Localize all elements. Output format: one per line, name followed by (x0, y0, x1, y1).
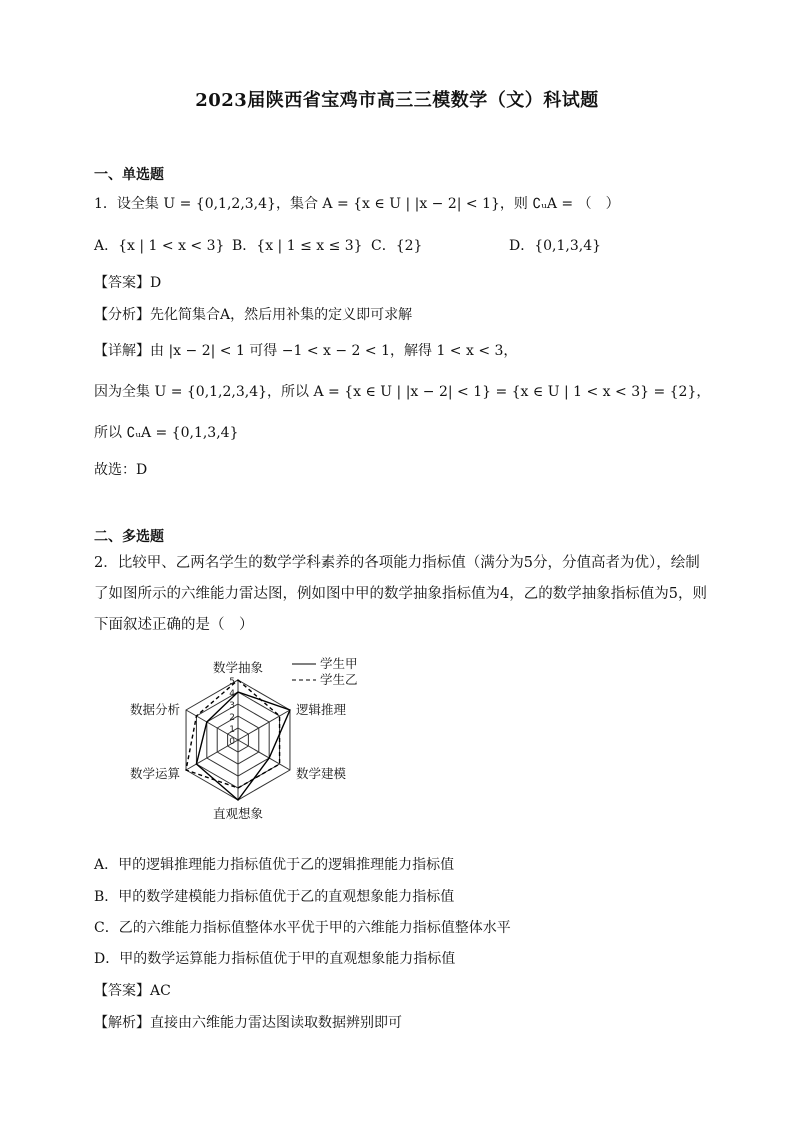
document-title: 2023届陕西省宝鸡市高三三模数学（文）科试题 (195, 90, 599, 111)
question-1-stem: 1．设全集 U = {0,1,2,3,4}，集合 A = {x ∈ U | |x − 2| < 1}，则 ∁ᵤA = （ ） (94, 196, 620, 212)
detail-text: 由 |x − 2| < 1 可得 −1 < x − 2 < 1，解得 1 < x < 3， (150, 343, 518, 359)
radar-spoke-1 (238, 710, 290, 740)
legend-label: 学生甲 (320, 656, 358, 671)
radar-scale-label: 2 (229, 713, 235, 723)
q1-option-c: C．{2} (371, 238, 423, 254)
radar-scale-label: 5 (229, 677, 235, 687)
radar-scale-label: 0 (229, 737, 235, 747)
analysis-tag: 【解析】 (94, 1015, 150, 1031)
radar-axis-label: 数学运算 (130, 766, 181, 781)
section-heading-single-choice: 一、单选题 (94, 167, 164, 183)
radar-axis-label: 逻辑推理 (295, 702, 346, 717)
q1-option-b: B．{x | 1 ≤ x ≤ 3} (232, 238, 363, 254)
radar-scale-label: 4 (229, 689, 235, 699)
analysis-text: 先化简集合A，然后用补集的定义即可求解 (150, 307, 413, 323)
question-2-stem: 2．比较甲、乙两名学生的数学学科素养的各项能力指标值（满分为5分，分值高者为优），绘制了如图所示的六维能力雷达图，例如图中甲的数学抽象指标值为4，乙的数学抽象指标值为5，则下面叙述正确的是（ ） (94, 555, 707, 633)
answer-value: AC (150, 983, 171, 999)
analysis-text: 直接由六维能力雷达图读取数据辨别即可 (150, 1015, 402, 1031)
radar-chart (110, 652, 390, 827)
q2-answer (94, 980, 171, 1000)
q2-option-a: A．甲的逻辑推理能力指标值优于乙的逻辑推理能力指标值 (94, 857, 455, 873)
radar-scale-label: 3 (229, 701, 235, 711)
q1-detail-line3: 所以 ∁ᵤA = {0,1,3,4} (94, 425, 239, 441)
q2-option-b: B．甲的数学建模能力指标值优于乙的直观想象能力指标值 (94, 889, 455, 905)
q1-option-a: A．{x | 1 < x < 3} (94, 238, 225, 254)
q1-option-d: D．{0,1,3,4} (509, 238, 602, 254)
radar-scale-label: 1 (229, 725, 235, 735)
answer-tag: 【答案】 (94, 983, 150, 999)
answer-value: D (150, 275, 162, 291)
analysis-tag: 【分析】 (94, 307, 150, 323)
q2-analysis (94, 1012, 402, 1032)
radar-axis-label: 数据分析 (130, 702, 181, 717)
answer-tag: 【答案】 (94, 275, 150, 291)
q1-detail-line1 (94, 340, 517, 360)
q1-answer (94, 272, 161, 292)
q1-analysis (94, 304, 412, 324)
detail-tag: 【详解】 (94, 343, 150, 359)
q2-option-c: C．乙的六维能力指标值整体水平优于甲的六维能力指标值整体水平 (94, 920, 511, 936)
q1-choice: 故选：D (94, 462, 148, 478)
radar-axis-label: 数学抽象 (212, 660, 264, 675)
q2-option-d: D．甲的数学运算能力指标值优于甲的直观想象能力指标值 (94, 951, 456, 967)
q1-detail-line2: 因为全集 U = {0,1,2,3,4}，所以 A = {x ∈ U | |x − 2| < 1} = {x ∈ U | 1 < x < 3} = {2}， (94, 384, 711, 400)
radar-axis-label: 直观想象 (212, 806, 264, 821)
section-heading-multi-choice: 二、多选题 (94, 529, 164, 545)
legend-label: 学生乙 (320, 672, 358, 687)
radar-axis-label: 数学建模 (295, 766, 346, 781)
